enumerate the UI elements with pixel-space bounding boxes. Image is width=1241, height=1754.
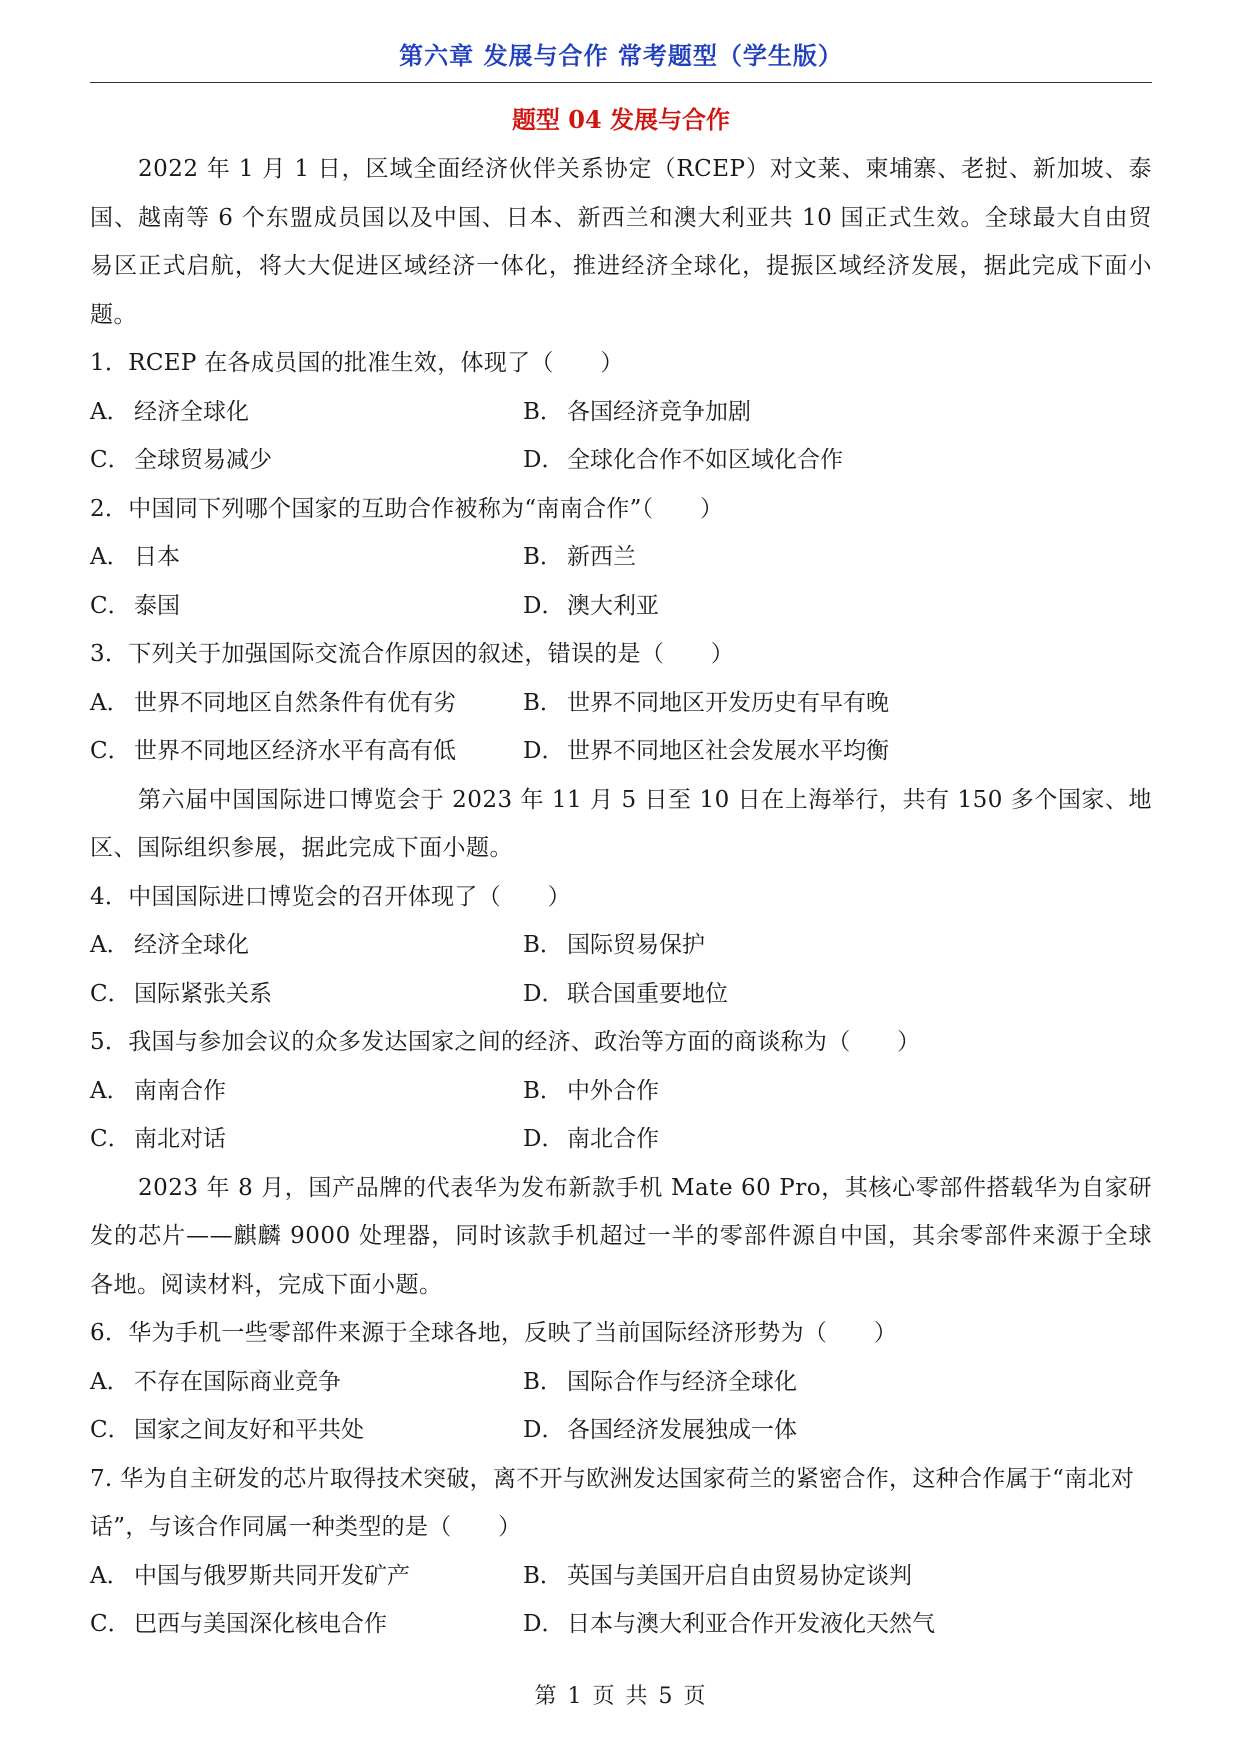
question-5-option-c: C． 南北对话 (90, 1126, 226, 1152)
question-2-option-b: B． 新西兰 (523, 544, 636, 570)
question-5-options-row2 (90, 1115, 1152, 1164)
header-divider (90, 82, 1152, 83)
section-title: 题型 04 发展与合作 (511, 105, 731, 134)
question-1-options-row1 (90, 388, 1152, 437)
question-6-options-row2 (90, 1406, 1152, 1455)
question-2-option-a: A． 日本 (90, 544, 180, 570)
question-5-option-d: D． 南北合作 (523, 1126, 659, 1152)
question-7-stem: 7. 华为自主研发的芯片取得技术突破，离不开与欧洲发达国家荷兰的紧密合作，这种合作属于“南北对话”，与该合作同属一种类型的是（ ） (90, 1465, 1135, 1540)
question-3-options-row2 (90, 727, 1152, 776)
question-1-options-row2 (90, 436, 1152, 485)
question-4-options-row2 (90, 970, 1152, 1019)
question-7-options-row2 (90, 1600, 1152, 1649)
question-2-options-row2 (90, 582, 1152, 631)
question-1-option-b: B． 各国经济竞争加剧 (523, 398, 751, 425)
question-4-option-a: A． 经济全球化 (90, 932, 249, 958)
question-6-option-c: C． 国家之间友好和平共处 (90, 1417, 364, 1443)
page-header: 第六章 发展与合作 常考题型（学生版） (399, 41, 843, 70)
passage-3: 2023 年 8 月，国产品牌的代表华为发布新款手机 Mate 60 Pro，其核心零部件搭载华为自家研发的芯片——麒麟 9000 处理器，同时该款手机超过一半的零部件源自中国，其余零部件来源于全球各地。阅读材料，完成下面小题。 (90, 1174, 1152, 1298)
question-3-option-a: A． 世界不同地区自然条件有优有劣 (90, 689, 456, 716)
question-6-options-row1 (90, 1358, 1152, 1407)
page-footer: 第 1 页 共 5 页 (534, 1684, 708, 1709)
question-5-options-row1 (90, 1067, 1152, 1116)
question-2-options-row1 (90, 533, 1152, 582)
question-7-option-d: D． 日本与澳大利亚合作开发液化天然气 (523, 1611, 935, 1637)
question-4-option-b: B． 国际贸易保护 (523, 932, 705, 958)
question-5-stem: 5．我国与参加会议的众多发达国家之间的经济、政治等方面的商谈称为（ ） (90, 1029, 921, 1055)
document-body (90, 145, 1152, 1649)
question-3-option-b: B． 世界不同地区开发历史有早有晚 (523, 689, 889, 716)
question-5-option-a: A． 南南合作 (90, 1077, 226, 1104)
question-2-option-c: C． 泰国 (90, 592, 180, 619)
question-7-option-a: A． 中国与俄罗斯共同开发矿产 (90, 1562, 410, 1589)
question-1-stem: 1．RCEP 在各成员国的批准生效，体现了（ ） (90, 350, 624, 376)
question-6-stem: 6．华为手机一些零部件来源于全球各地，反映了当前国际经济形势为（ ） (90, 1320, 898, 1346)
question-7-options-row1 (90, 1552, 1152, 1601)
passage-1: 2022 年 1 月 1 日，区域全面经济伙伴关系协定（RCEP）对文莱、柬埔寨、老挝、新加坡、泰国、越南等 6 个东盟成员国以及中国、日本、新西兰和澳大利亚共 10 国正式生效。全球最大自由贸易区正式启航，将大大促进区域经济一体化，推进经济全球化，提振区域经济发展，据此完成下面小题。 (90, 156, 1152, 328)
question-6-option-a: A． 不存在国际商业竞争 (90, 1368, 341, 1395)
question-3-option-d: D． 世界不同地区社会发展水平均衡 (523, 738, 889, 764)
question-1-option-d: D． 全球化合作不如区域化合作 (523, 447, 843, 473)
question-3-stem: 3．下列关于加强国际交流合作原因的叙述，错误的是（ ） (90, 641, 735, 667)
question-6-option-d: D． 各国经济发展独成一体 (523, 1417, 797, 1443)
passage-2: 第六届中国国际进口博览会于 2023 年 11 月 5 日至 10 日在上海举行，共有 150 多个国家、地区、国际组织参展，据此完成下面小题。 (90, 786, 1152, 861)
question-2-stem: 2．中国同下列哪个国家的互助合作被称为“南南合作”（ ） (90, 495, 724, 522)
question-2-option-d: D． 澳大利亚 (523, 592, 659, 619)
question-3-option-c: C． 世界不同地区经济水平有高有低 (90, 738, 456, 764)
question-4-option-d: D． 联合国重要地位 (523, 980, 728, 1007)
question-5-option-b: B． 中外合作 (523, 1077, 659, 1104)
question-4-options-row1 (90, 921, 1152, 970)
question-3-options-row1 (90, 679, 1152, 728)
question-1-option-a: A． 经济全球化 (90, 398, 249, 425)
question-7-option-b: B． 英国与美国开启自由贸易协定谈判 (523, 1562, 912, 1589)
question-6-option-b: B． 国际合作与经济全球化 (523, 1368, 797, 1395)
question-1-option-c: C． 全球贸易减少 (90, 447, 272, 473)
question-4-option-c: C． 国际紧张关系 (90, 980, 272, 1007)
question-4-stem: 4．中国国际进口博览会的召开体现了（ ） (90, 883, 571, 910)
question-7-option-c: C． 巴西与美国深化核电合作 (90, 1611, 387, 1637)
